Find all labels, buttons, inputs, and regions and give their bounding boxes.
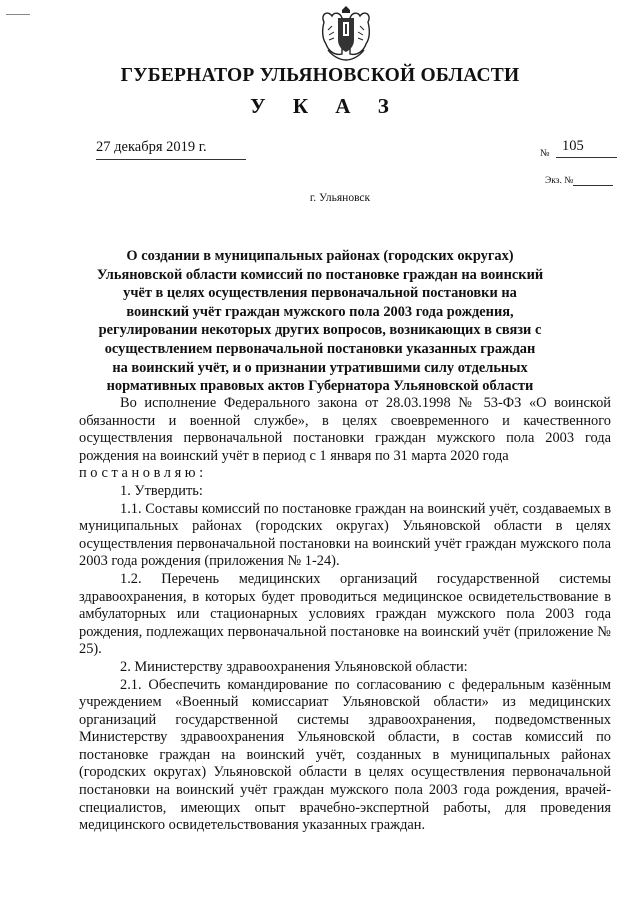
document-title: О создании в муниципальных районах (городских округах) Ульяновской области комиссий по постановке граждан на воинский учёт в целях осуществления первоначальной постановки на воинский учёт граждан мужского пола 2003 года рождения, регулировании некоторых других вопросов, возникающих в связи с осуществлением первоначальной постановки указанных граждан на воинский учёт, и о признании утратившими силу отдельных нормативных правовых актов Губернатора Ульяновской области (96, 248, 544, 395)
issuing-authority: ГУБЕРНАТОР УЛЬЯНОВСКОЙ ОБЛАСТИ (120, 65, 520, 86)
document-date: 27 декабря 2019 г. (96, 139, 246, 160)
document-body (79, 395, 611, 835)
paragraph-2-1: 2.1. Обеспечить командирование по согласованию с федеральным казённым учреждением «Военный комиссариат Ульяновской области» из медицинских организаций государственной системы здравоохранения, подведомственных Министерству здравоохранения Ульяновской области, в состав комиссий по постановке граждан на воинский учёт, созданных в муниципальных районах (городских округах) Ульяновской области в целях осуществления первоначальной постановки на воинский учёт граждан мужского пола 2003 года рождения, врачей-специалистов, имеющих опыт врачебно-экспертной работы, для проведения медицинского освидетельствования указанных граждан. (79, 676, 611, 834)
copy-number-label: Экз. № (545, 176, 574, 186)
number-sign: № (540, 148, 550, 159)
scan-mark (6, 14, 30, 15)
intro-paragraph: Во исполнение Федерального закона от 28.03.1998 № 53-ФЗ «О воинской обязанности и военной службе», в целях своевременного и качественного осуществления первоначальной постановки граждан мужского пола 2003 года рождения на воинский учёт в период с 1 января по 31 марта 2020 года (79, 395, 611, 464)
coat-of-arms-icon (318, 4, 374, 64)
document-type: У К А З (250, 94, 400, 118)
copy-number-line (573, 185, 613, 186)
decree-word: постановляю: (79, 465, 207, 482)
paragraph-1-2: 1.2. Перечень медицинских организаций государственной системы здравоохранения, в которых будет проводиться медицинское освидетельствование в амбулаторных или стационарных условиях граждан мужского пола 2003 года рождения, подлежащих первоначальной постановке на воинский учёт (приложение № 25). (79, 570, 611, 658)
paragraph-1-1: 1.1. Составы комиссий по постановке граждан на воинский учёт, создаваемых в муниципальных районах (городских округах) Ульяновской области в целях осуществления первоначальной постановки на воинский учёт граждан мужского пола 2003 года рождения (приложения № 1-24). (79, 500, 611, 570)
copy-number-field (545, 176, 613, 186)
paragraph-2: 2. Министерству здравоохранения Ульяновской области: (120, 658, 468, 675)
paragraph-1: 1. Утвердить: (120, 482, 203, 499)
document-number: 105 (556, 138, 617, 158)
city: г. Ульяновск (309, 192, 371, 204)
